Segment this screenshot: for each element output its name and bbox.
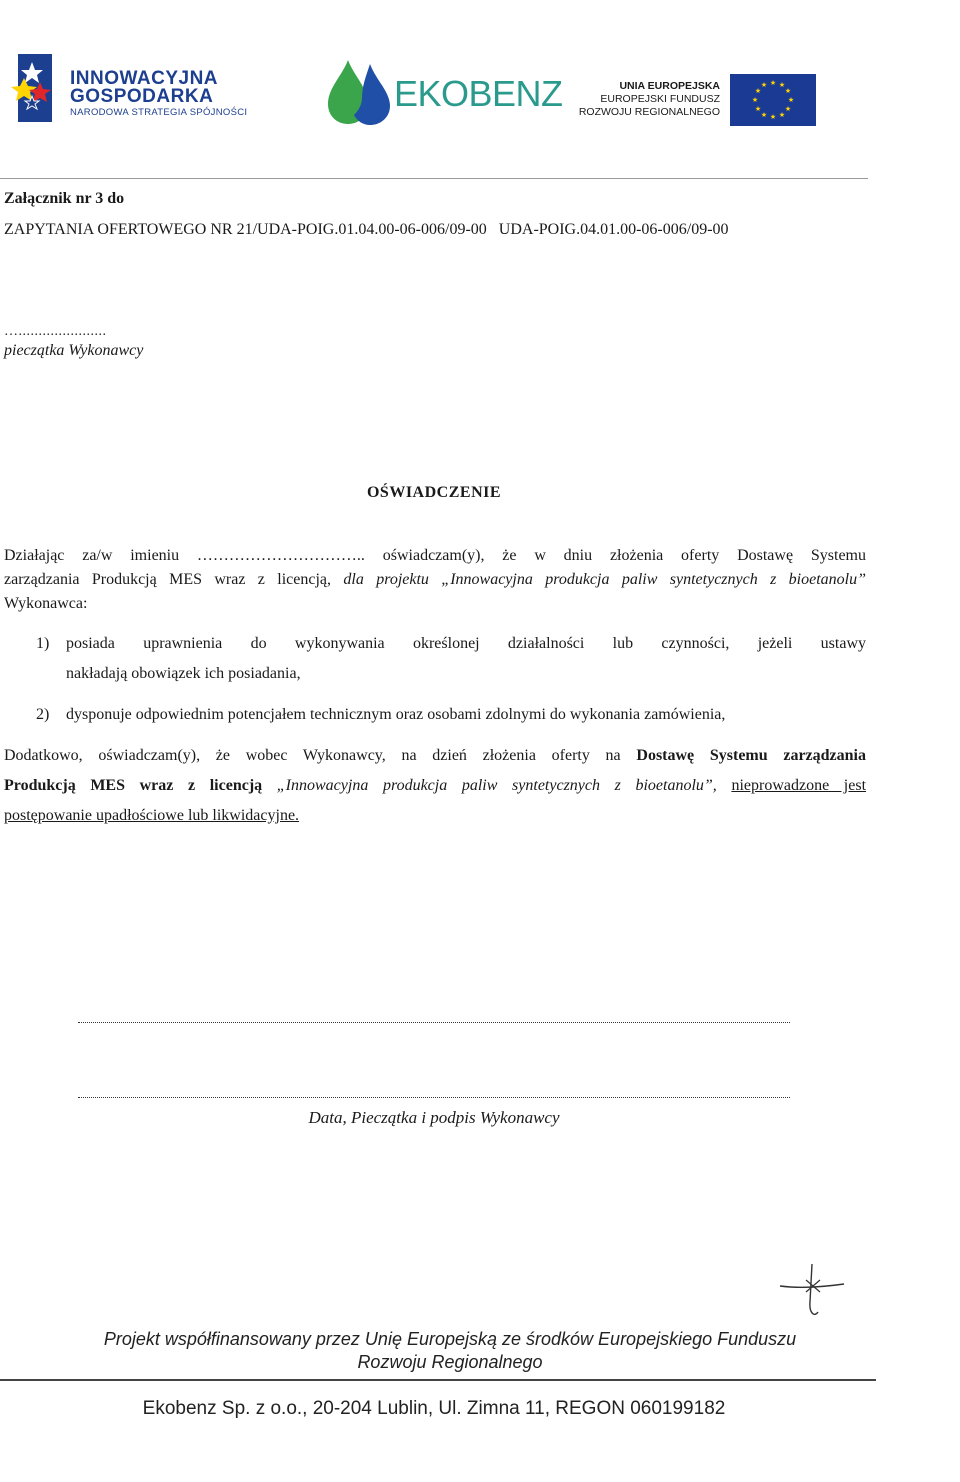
svg-text:★: ★ bbox=[778, 111, 786, 119]
svg-text:★: ★ bbox=[784, 87, 792, 95]
eu-line: UNIA EUROPEJSKA bbox=[619, 80, 720, 92]
stamp-label: pieczątka Wykonawcy bbox=[4, 342, 144, 359]
document-title: OŚWIADCZENIE bbox=[366, 484, 502, 501]
statement-line: Działając za/w imieniu ………………………….. oświadczam(y), że w dniu złożenia oferty Dostawę Systemu bbox=[4, 547, 866, 564]
svg-text:★: ★ bbox=[784, 105, 792, 113]
project-name: „Innowacyjna produkcja paliw syntetycznych z bioetanolu”, bbox=[276, 777, 717, 794]
statement-text: zarządzania Produkcją MES wraz z licencją, bbox=[4, 571, 332, 588]
handwritten-signature-icon bbox=[776, 1262, 850, 1322]
additional-statement-line bbox=[4, 776, 866, 796]
svg-text:★: ★ bbox=[760, 81, 768, 89]
logo-tagline: NARODOWA STRATEGIA SPÓJNOŚCI bbox=[70, 107, 248, 118]
water-drops-icon bbox=[326, 58, 392, 126]
signature-dotted-line bbox=[78, 1097, 790, 1098]
header-divider bbox=[0, 178, 868, 179]
stamp-placeholder: …...................... bbox=[4, 324, 107, 339]
svg-text:★: ★ bbox=[769, 79, 777, 87]
additional-statement-line bbox=[4, 746, 866, 766]
company-address: Ekobenz Sp. z o.o., 20-204 Lublin, Ul. Zimna 11, REGON 060199182 bbox=[142, 1398, 726, 1419]
funding-note bbox=[0, 1328, 900, 1374]
innowacyjna-gospodarka-logo bbox=[70, 70, 247, 120]
additional-bold: Produkcją MES wraz z licencją bbox=[4, 777, 263, 794]
ekobenz-logo-text: EKOBENZ bbox=[394, 73, 563, 114]
svg-text:★: ★ bbox=[787, 96, 795, 104]
svg-text:★: ★ bbox=[778, 81, 786, 89]
list-item-text: dysponuje odpowiednim potencjałem technicznym oraz osobami zdolnymi do wykonania zamówienia, bbox=[66, 706, 726, 723]
eu-flag-icon bbox=[730, 74, 816, 126]
svg-text:★: ★ bbox=[754, 105, 762, 113]
svg-text:★: ★ bbox=[769, 113, 777, 121]
funding-note-line: Projekt współfinansowany przez Unię Europejską ze środków Europejskiego Funduszu bbox=[103, 1329, 797, 1349]
list-item-number: 2) bbox=[36, 706, 50, 723]
additional-underlined: nieprowadzone jest bbox=[731, 777, 867, 794]
list-item-number: 1) bbox=[36, 635, 50, 652]
footer-divider bbox=[0, 1379, 876, 1381]
logo-line: GOSPODARKA bbox=[70, 86, 214, 107]
signature-caption: Data, Pieczątka i podpis Wykonawcy bbox=[308, 1108, 560, 1127]
project-name: dla projektu „Innowacyjna produkcja paliw syntetycznych z bioetanolu” bbox=[343, 571, 867, 588]
list-item-text: posiada uprawnienia do wykonywania określonej działalności lub czynności, jeżeli ustawy bbox=[66, 635, 866, 652]
additional-bold: Dostawę Systemu zarządzania bbox=[636, 747, 867, 764]
signature-dotted-line bbox=[78, 1022, 790, 1023]
svg-text:★: ★ bbox=[754, 87, 762, 95]
annex-label: Załącznik nr 3 do bbox=[4, 190, 125, 207]
eu-line: ROZWOJU REGIONALNEGO bbox=[578, 106, 720, 118]
funding-note-line: Rozwoju Regionalnego bbox=[357, 1352, 543, 1372]
statement-line bbox=[4, 570, 866, 590]
eu-logo-text bbox=[540, 80, 720, 119]
list-item-text: nakładają obowiązek ich posiadania, bbox=[66, 665, 301, 682]
additional-underlined: postępowanie upadłościowe lub likwidacyjne. bbox=[4, 807, 300, 824]
additional-text: Dodatkowo, oświadczam(y), że wobec Wykonawcy, na dzień złożenia oferty na bbox=[4, 747, 621, 764]
star-flag-icon bbox=[10, 52, 54, 124]
svg-text:★: ★ bbox=[751, 96, 759, 104]
svg-text:★: ★ bbox=[760, 111, 768, 119]
inquiry-reference: ZAPYTANIA OFERTOWEGO NR 21/UDA-POIG.01.04.00-06-006/09-00 UDA-POIG.04.01.00-06-006/09-00 bbox=[4, 221, 729, 238]
logo-line: INNOWACYJNA bbox=[70, 68, 219, 89]
statement-line: Wykonawca: bbox=[4, 595, 88, 612]
eu-line: EUROPEJSKI FUNDUSZ bbox=[600, 93, 720, 105]
